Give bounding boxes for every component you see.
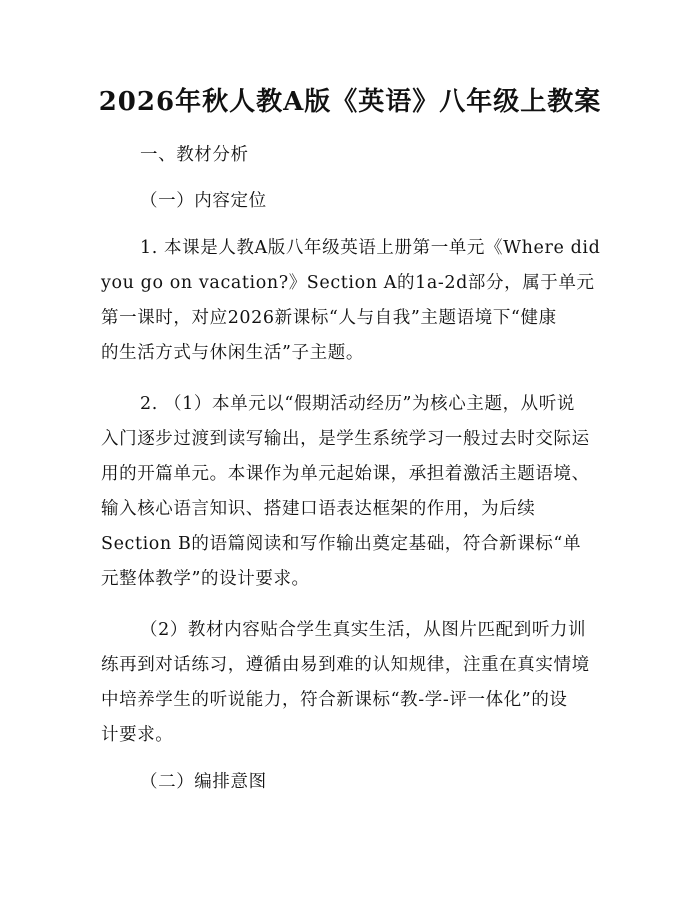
paragraph-1-line-1: 1. 本课是人教A版八年级英语上册第一单元《Where did bbox=[140, 238, 601, 258]
paragraph-3-line-4: 计要求。 bbox=[101, 725, 174, 745]
paragraph-3-line-1: （2）教材内容贴合学生真实生活，从图片匹配到听力训 bbox=[140, 620, 587, 640]
paragraph-3-line-2: 练再到对话练习，遵循由易到难的认知规律，注重在真实情境 bbox=[101, 655, 590, 675]
paragraph-2-line-4: 输入核心语言知识、搭建口语表达框架的作用，为后续 bbox=[101, 499, 536, 519]
document-title: 2026年秋人教A版《英语》八年级上教案 bbox=[98, 87, 602, 117]
paragraph-2-line-1: 2. （1）本单元以“假期活动经历”为核心主题，从听说 bbox=[140, 394, 575, 414]
paragraph-2-line-5: Section B的语篇阅读和写作输出奠定基础，符合新课标“单 bbox=[101, 534, 582, 554]
paragraph-3-line-3: 中培养学生的听说能力，符合新课标“教-学-评一体化”的设 bbox=[101, 690, 568, 710]
subsection-heading-layout-intent: （二）编排意图 bbox=[140, 772, 267, 792]
subsection-heading-content-positioning: （一）内容定位 bbox=[140, 191, 267, 211]
paragraph-2-line-2: 入门逐步过渡到读写输出，是学生系统学习一般过去时交际运 bbox=[101, 429, 590, 449]
paragraph-1-line-2: you go on vacation?》Section A的1a-2d部分，属于单元 bbox=[101, 273, 595, 293]
paragraph-1-line-3: 第一课时，对应2026新课标“人与自我”主题语境下“健康 bbox=[101, 308, 557, 328]
section-heading-textbook-analysis: 一、教材分析 bbox=[140, 145, 249, 165]
paragraph-2-line-6: 元整体教学”的设计要求。 bbox=[101, 569, 310, 589]
paragraph-2-line-3: 用的开篇单元。本课作为单元起始课，承担着激活主题语境、 bbox=[101, 464, 590, 484]
paragraph-1-line-4: 的生活方式与休闲生活”子主题。 bbox=[101, 343, 364, 363]
